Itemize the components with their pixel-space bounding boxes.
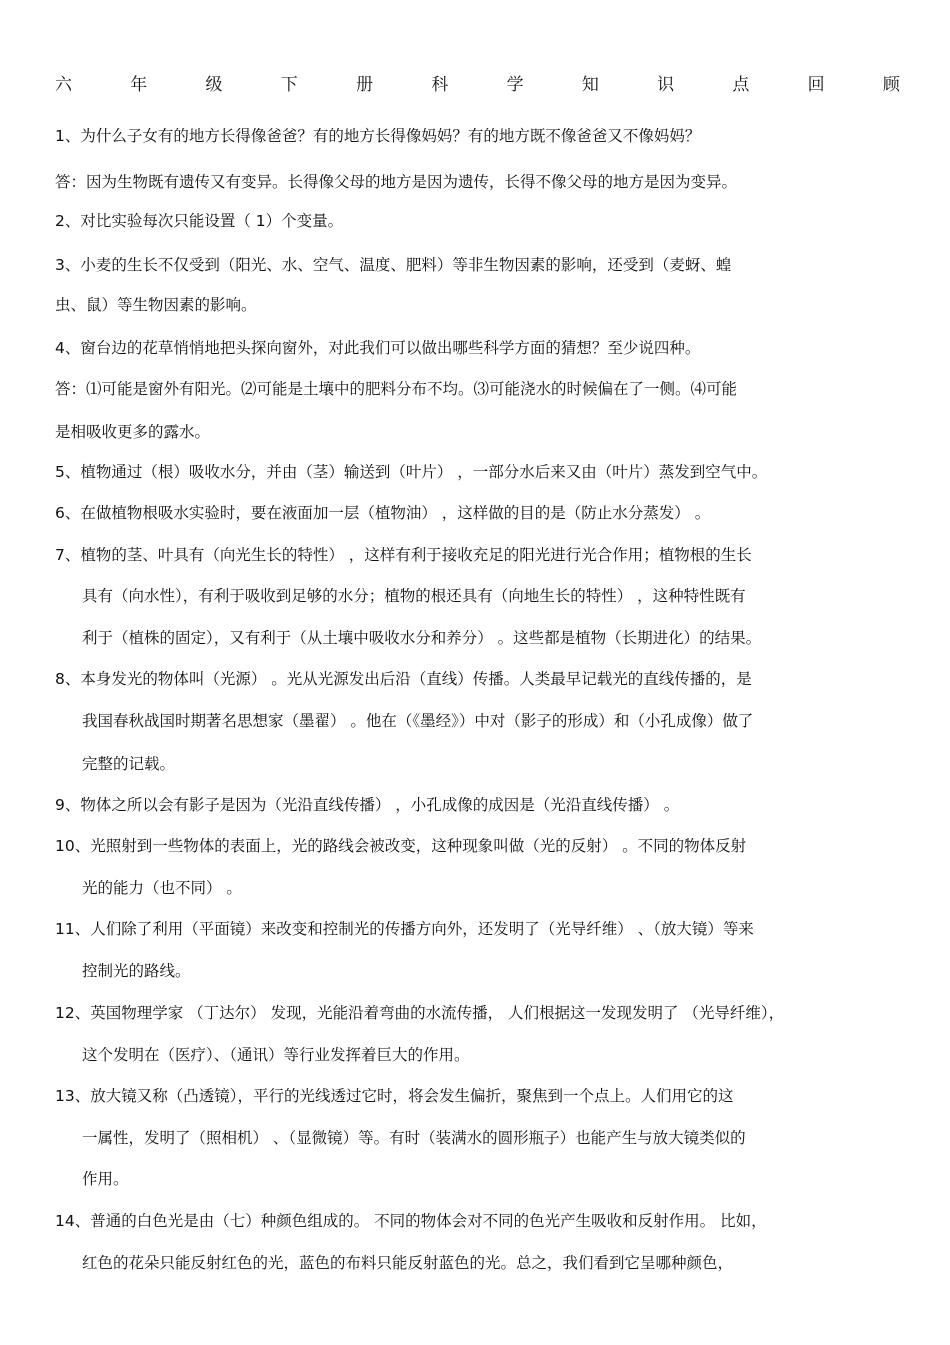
text-line: 3、小麦的生长不仅受到（阳光、水、空气、温度、肥料）等非生物因素的影响，还受到（麦蚜、蝗 xyxy=(55,256,732,274)
text-line: 是相吸收更多的露水。 xyxy=(55,423,211,441)
text-line: 12、英国物理学家 （丁达尔） 发现，光能沿着弯曲的水流传播， 人们根据这一发现发明了 （光导纤维）， xyxy=(55,1004,785,1022)
text-line: 一属性，发明了（照相机） 、（显微镜）等。有时（装满水的圆形瓶子）也能产生与放大镜类似的 xyxy=(82,1129,746,1147)
text-line: 14、普通的白色光是由（七）种颜色组成的。 不同的物体会对不同的色光产生吸收和反射作用。 比如， xyxy=(55,1212,767,1230)
text-line: 利于（植株的固定），又有利于（从土壤中吸收水分和养分） 。这些都是植物（长期进化）的结果。 xyxy=(82,629,762,647)
title-char: 学 xyxy=(506,75,524,95)
text-line: 10、光照射到一些物体的表面上，光的路线会被改变，这种现象叫做（光的反射） 。不同的物体反射 xyxy=(55,837,747,855)
text-line: 作用。 xyxy=(82,1170,129,1188)
text-line: 2、对比实验每次只能设置（ 1）个变量。 xyxy=(55,212,344,230)
title-char: 册 xyxy=(356,75,374,95)
text-line: 控制光的路线。 xyxy=(82,962,191,980)
text-line: 虫、鼠）等生物因素的影响。 xyxy=(55,296,257,314)
text-line: 答：因为生物既有遗传又有变异。长得像父母的地方是因为遗传，长得不像父母的地方是因为变异。 xyxy=(55,173,738,191)
text-line: 1、为什么子女有的地方长得像爸爸？有的地方长得像妈妈？有的地方既不像爸爸又不像妈妈？ xyxy=(55,127,701,145)
text-line: 答：⑴可能是窗外有阳光。⑵可能是土壤中的肥料分布不均。⑶可能浇水的时候偏在了一侧。⑷可能 xyxy=(55,380,738,398)
text-line: 6、在做植物根吸水实验时，要在液面加一层（植物油） ，这样做的目的是（防止水分蒸发） 。 xyxy=(55,504,711,522)
text-line: 5、植物通过（根）吸收水分，并由（茎）输送到（叶片） ，一部分水后来又由（叶片）蒸发到空气中。 xyxy=(55,463,768,481)
title-char: 顾 xyxy=(882,75,900,95)
text-line: 完整的记载。 xyxy=(82,755,176,773)
title-char: 下 xyxy=(280,75,298,95)
title-char: 点 xyxy=(732,75,750,95)
text-line: 9、物体之所以会有影子是因为（光沿直线传播） ，小孔成像的成因是（光沿直线传播） 。 xyxy=(55,796,680,814)
title-char: 级 xyxy=(205,75,223,95)
text-line: 8、本身发光的物体叫（光源） 。光从光源发出后沿（直线）传播。人类最早记载光的直线传播的，是 xyxy=(55,670,752,688)
text-line: 具有（向水性），有利于吸收到足够的水分；植物的根还具有（向地生长的特性） ，这种特性既有 xyxy=(82,587,746,605)
text-line: 7、植物的茎、叶具有（向光生长的特性） ，这样有利于接收充足的阳光进行光合作用；植物根的生长 xyxy=(55,546,752,564)
text-line: 这个发明在（医疗）、（通讯）等行业发挥着巨大的作用。 xyxy=(82,1046,470,1064)
title-char: 回 xyxy=(807,75,825,95)
title-char: 知 xyxy=(581,75,599,95)
text-line: 我国春秋战国时期著名思想家（墨翟） 。他在（《墨经》）中对（影子的形成）和（小孔成像）做了 xyxy=(82,712,754,730)
text-line: 13、放大镜又称（凸透镜），平行的光线透过它时，将会发生偏折，聚焦到一个点上。人们用它的这 xyxy=(55,1087,734,1105)
text-line: 4、窗台边的花草悄悄地把头探向窗外，对此我们可以做出哪些科学方面的猜想？至少说四种。 xyxy=(55,339,701,357)
title-char: 六 xyxy=(55,75,72,95)
title-char: 科 xyxy=(431,75,449,95)
document-title xyxy=(55,70,900,95)
text-line: 光的能力（也不同） 。 xyxy=(82,879,242,897)
title-char: 年 xyxy=(130,75,148,95)
text-line: 11、人们除了利用（平面镜）来改变和控制光的传播方向外，还发明了（光导纤维） 、（放大镜）等来 xyxy=(55,920,754,938)
text-line: 红色的花朵只能反射红色的光，蓝色的布料只能反射蓝色的光。总之，我们看到它呈哪种颜色， xyxy=(82,1254,734,1272)
title-char: 识 xyxy=(657,75,675,95)
